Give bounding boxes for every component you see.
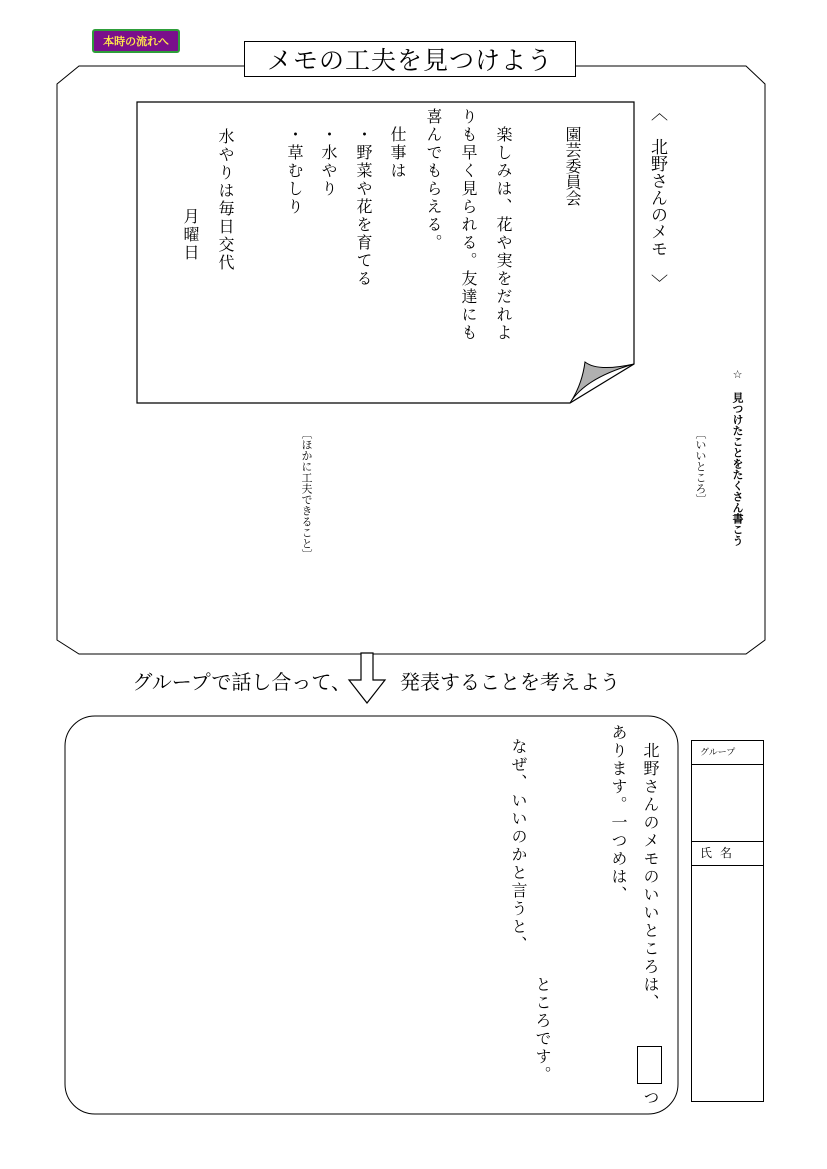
- name-field[interactable]: [692, 866, 763, 1101]
- name-label: 氏名: [692, 842, 763, 866]
- label-good-points: 〔いいところ〕: [694, 428, 707, 505]
- discussion-heading: [0, 664, 827, 696]
- memo-line: 楽しみは、花や実をだれよ: [494, 126, 513, 342]
- instruction-text: ☆ 見つけたことをたくさん書こう: [731, 368, 744, 546]
- group-label: グループ: [692, 741, 763, 765]
- discussion-heading-left: グループで話し合って、: [132, 670, 351, 694]
- flow-button[interactable]: 本時の流れへ: [92, 29, 180, 53]
- memo-line: 月曜日: [181, 208, 200, 262]
- memo-line: ・草むしり: [285, 126, 304, 216]
- group-name-table: [691, 740, 764, 1102]
- discussion-heading-right: 発表することを考えよう: [400, 670, 620, 694]
- answer-line: あります。一つめは、: [609, 724, 628, 904]
- answer-line: 北野さんのメモのいいところは、: [641, 742, 660, 1012]
- answer-line-tail: つ: [641, 1089, 660, 1105]
- memo-line: 園芸委員会: [563, 126, 582, 206]
- answer-line: なぜ、いいのかと言うと、: [509, 738, 528, 954]
- answer-line: ところです。: [533, 976, 552, 1084]
- page-title: メモの工夫を見つけよう: [244, 41, 576, 77]
- label-improve-points: 〔ほかに工夫できること〕: [300, 428, 313, 560]
- answer-count-input[interactable]: [637, 1046, 662, 1084]
- memo-line: ・野菜や花を育てる: [354, 126, 373, 288]
- memo-line: 水やりは毎日交代: [216, 128, 235, 272]
- memo-line: ・水やり: [319, 126, 338, 198]
- memo-line: りも早く見られる。友達にも: [459, 108, 478, 342]
- answer-box-frame: [65, 716, 678, 1114]
- group-field[interactable]: [692, 765, 763, 842]
- memo-line: 喜んでもらえる。: [424, 108, 443, 252]
- memo-heading: 〈 北野さんのメモ 〉: [647, 104, 667, 291]
- memo-line: 仕事は: [388, 126, 407, 180]
- memo-paper: [137, 102, 634, 403]
